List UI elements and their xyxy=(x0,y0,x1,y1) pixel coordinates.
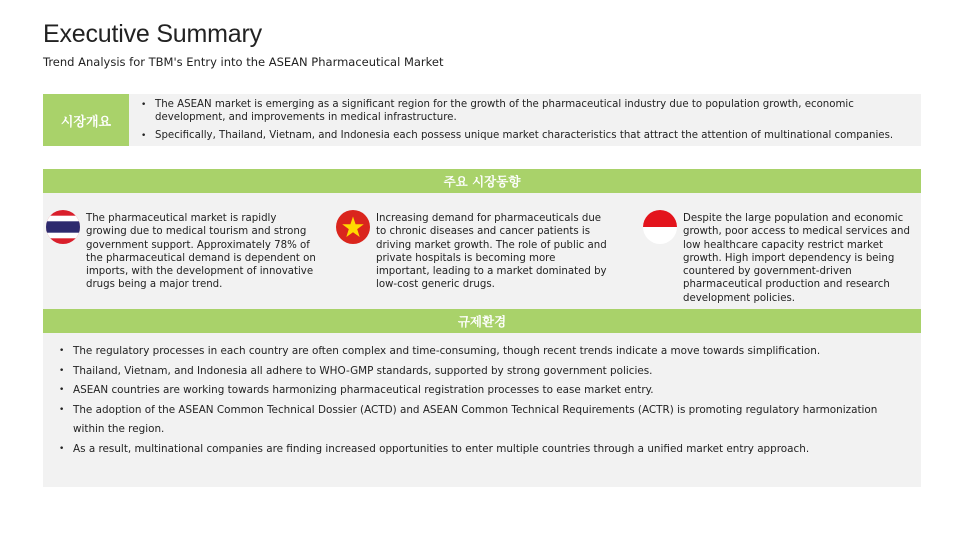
overview-item: • Specifically, Thailand, Vietnam, and Indonesia each possess unique market characteristics that attract the attention of multinational companies. xyxy=(141,130,911,143)
trend-text: Despite the large population and economic growth, poor access to medical services and low healthcare capacity restrict market growth. High import dependency is being countered by government-driven pharmaceutical production and research development policies. xyxy=(683,213,910,304)
thailand-flag-icon xyxy=(46,210,80,244)
trend-text: Increasing demand for pharmaceuticals due to chronic diseases and cancer patients is driving market growth. The role of public and private hospitals is becoming more important, leading to a market dominated by low-cost generic drugs. xyxy=(376,213,607,291)
page-title: Executive Summary xyxy=(43,20,262,48)
regulatory-item: • As a result, multinational companies are finding increased opportunities to enter multiple countries through a unified market entry approach. xyxy=(59,440,909,460)
market-overview-panel xyxy=(43,94,921,146)
key-trends-panel xyxy=(43,193,921,309)
regulatory-panel xyxy=(43,333,921,487)
trend-text: The pharmaceutical market is rapidly growing due to medical tourism and strong government support. Approximately 78% of the pharmaceutical demand is dependent on imports, with the development of innovative drugs being a major trend. xyxy=(86,213,316,291)
indonesia-flag-icon xyxy=(643,210,677,244)
overview-item: • The ASEAN market is emerging as a significant region for the growth of the pharmaceutical industry due to population growth, economic development, and improvements in medical infrastructure. xyxy=(141,99,911,124)
key-trends-heading: 주요 시장동향 xyxy=(43,169,921,193)
market-overview-list xyxy=(141,99,911,149)
regulatory-item: • Thailand, Vietnam, and Indonesia all adhere to WHO-GMP standards, supported by strong government policies. xyxy=(59,362,909,382)
regulatory-list xyxy=(59,342,909,460)
regulatory-item: • ASEAN countries are working towards harmonizing pharmaceutical registration processes to ease market entry. xyxy=(59,381,909,401)
regulatory-heading: 규제환경 xyxy=(43,309,921,333)
regulatory-item: • The regulatory processes in each country are often complex and time-consuming, though recent trends indicate a move towards simplification. xyxy=(59,342,909,362)
regulatory-item: • The adoption of the ASEAN Common Technical Dossier (ACTD) and ASEAN Common Technical Requirements (ACTR) is promoting regulatory harmonization within the region. xyxy=(59,401,909,440)
page-subtitle: Trend Analysis for TBM's Entry into the ASEAN Pharmaceutical Market xyxy=(43,55,444,69)
market-overview-label: 시장개요 xyxy=(43,94,129,146)
vietnam-flag-icon xyxy=(336,210,370,244)
